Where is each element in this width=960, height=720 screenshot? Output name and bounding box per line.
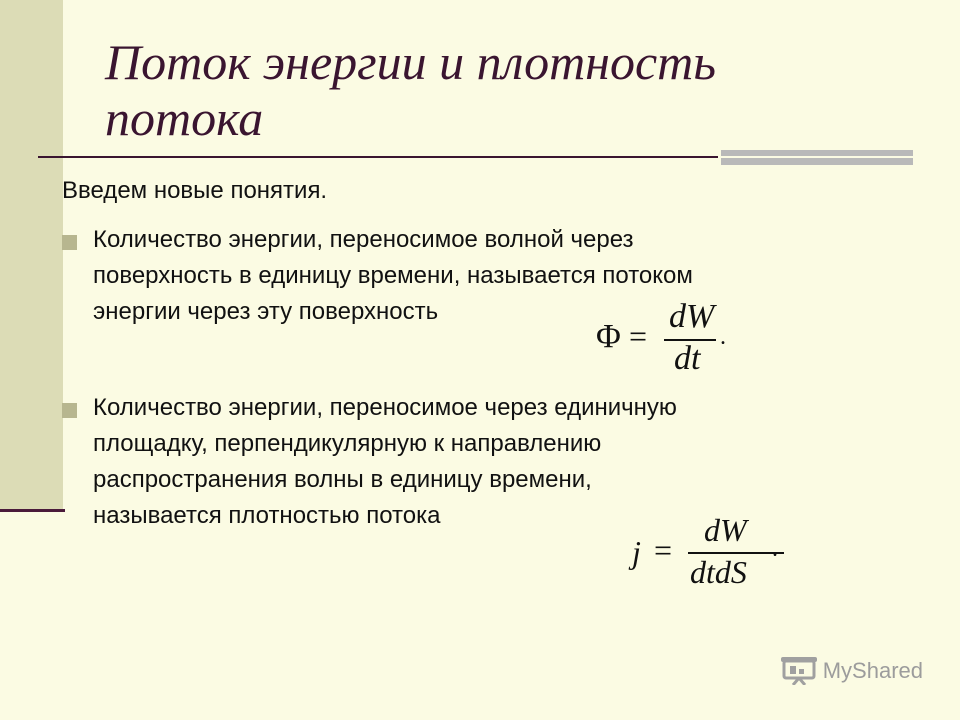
formula-density-denominator: dtdS [690, 554, 747, 590]
watermark-text: MyShared [822, 658, 923, 683]
formula-density-eq: = [654, 532, 673, 568]
bullet-1-text [93, 222, 893, 330]
formula-density-lhs: j [632, 534, 641, 570]
formula-flux-eq: = [629, 318, 648, 354]
bullet-1-line-3: энергии через эту поверхность [93, 298, 439, 325]
bullet-2-line-3: распространения волны в единицу времени, [93, 466, 592, 493]
left-decorative-band [0, 0, 63, 511]
formula-flux-period: . [720, 324, 726, 350]
bullet-2-line-1: Количество энергии, переносимое через единичную [93, 394, 677, 421]
bullet-marker-2 [62, 403, 77, 418]
bullet-1-line-2: поверхность в единицу времени, называется потоком [93, 262, 693, 289]
formula-flux-denominator: dt [674, 340, 701, 377]
intro-text: Введем новые понятия. [62, 177, 328, 204]
formula-flux-lhs: Φ [596, 318, 621, 355]
bullet-2-line-4: называется плотностью потока [93, 502, 441, 529]
myshared-watermark [781, 657, 923, 685]
title-line-2: потока [105, 90, 264, 146]
title-divider [38, 156, 718, 158]
bullet-1-line-1: Количество энергии, переносимое волной через [93, 226, 634, 253]
formula-energy-flux [596, 298, 736, 380]
bullet-2-line-2: площадку, перпендикулярную к направлению [93, 430, 602, 457]
formula-flux-numerator: dW [669, 298, 715, 335]
formula-flux-density [630, 512, 790, 594]
left-band-underline [0, 509, 65, 512]
formula-density-period: . [772, 536, 778, 562]
slide-title [105, 34, 865, 146]
bullet-marker-1 [62, 235, 77, 250]
title-line-1: Поток энергии и плотность [105, 34, 717, 90]
title-divider-accent [721, 150, 913, 165]
formula-density-numerator: dW [704, 512, 747, 548]
projector-screen-icon [781, 657, 817, 685]
